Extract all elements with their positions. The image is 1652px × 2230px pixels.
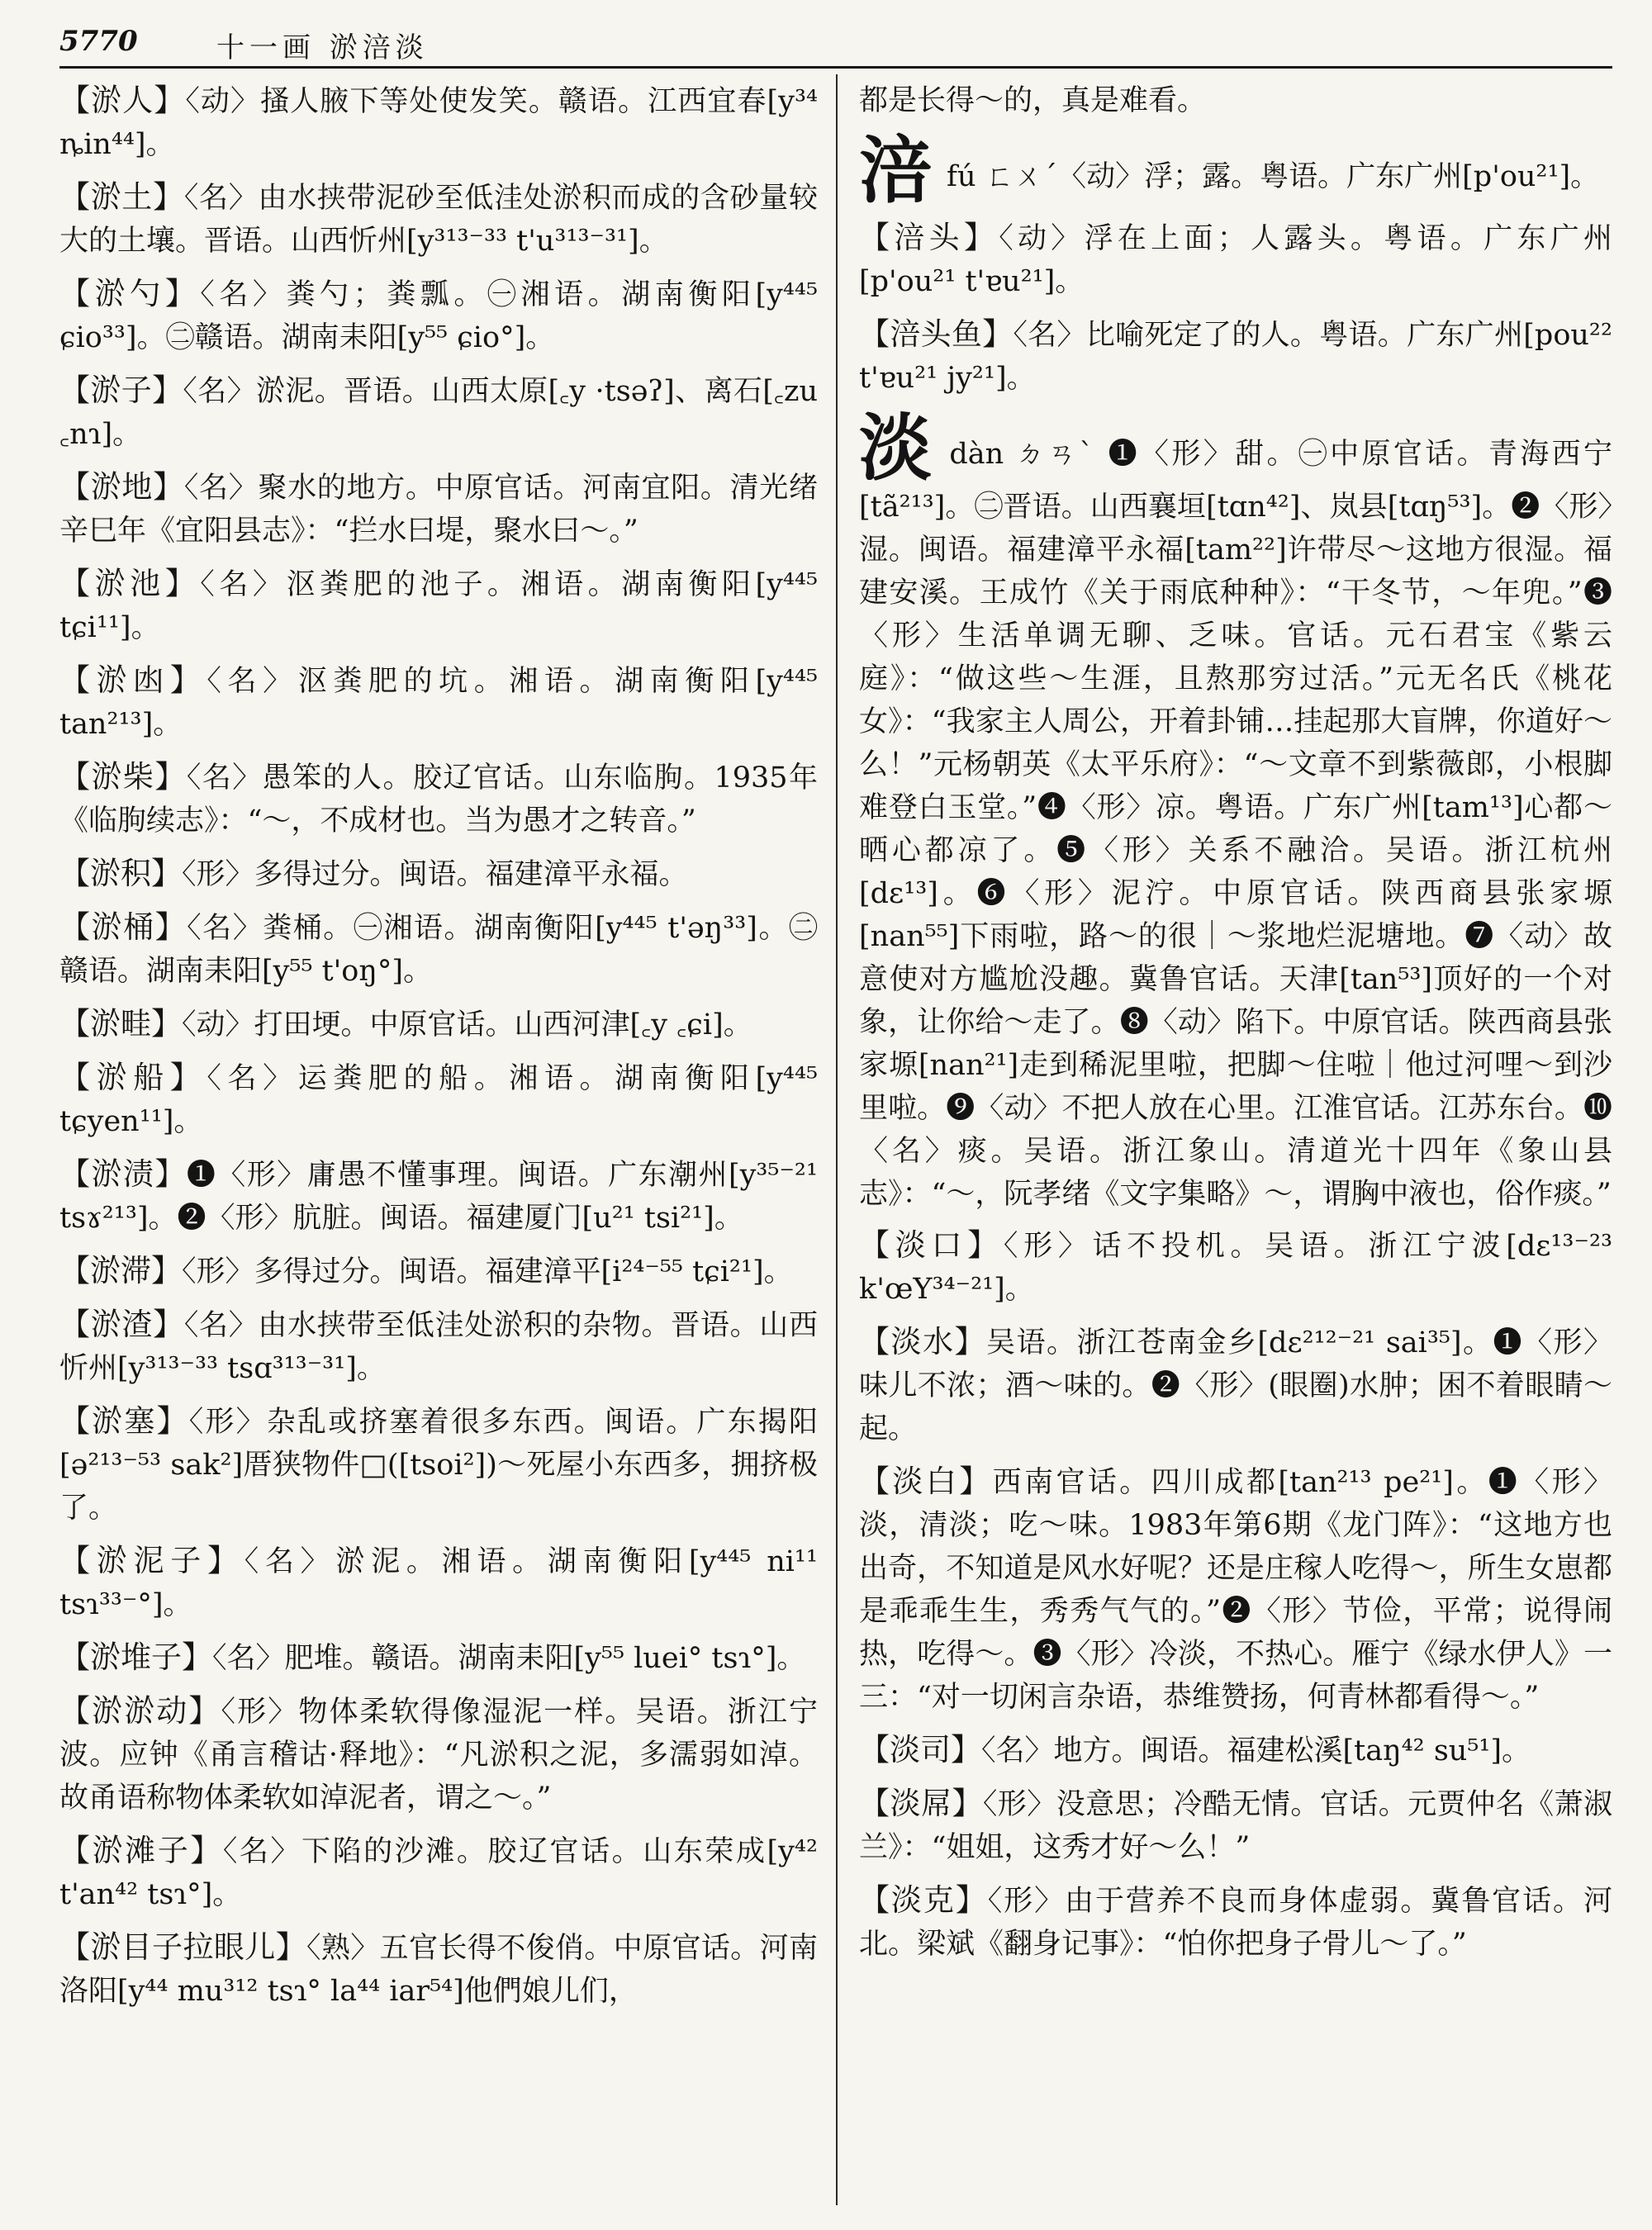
dictionary-entry (859, 1224, 1612, 1311)
dictionary-entry (59, 1829, 818, 1916)
dictionary-entry (59, 906, 818, 993)
dictionary-entry (59, 1400, 818, 1530)
entry-headword: 【涪头】 (859, 220, 999, 255)
entry-definition: 〈形〉多得过分。闽语。福建漳平[i²⁴⁻⁵⁵ tɕi²¹]。 (182, 1255, 793, 1288)
dictionary-entry (59, 1003, 818, 1046)
dictionary-entry (59, 562, 818, 649)
entry-definition: 〈名〉由水挟带至低洼处淤积的杂物。晋语。山西忻州[y³¹³⁻³³ tsɑ³¹³⁻³¹]。 (59, 1309, 818, 1385)
entry-definition: 〈形〉物体柔软得像湿泥一样。吴语。浙江宁波。应钟《甬言稽诂·释地》：“凡淤积之泥，多濡弱如淖。故甬语称物体柔软如淖泥者，谓之～。” (59, 1696, 818, 1815)
dictionary-entry (859, 1729, 1612, 1772)
dictionary-entry (859, 1782, 1612, 1869)
entry-continuation: 都是长得～的，真是难看。 (859, 84, 1207, 117)
entry-headword: 【淤勺】 (59, 276, 201, 311)
entry-definition: 〈名〉运粪肥的船。湘语。湖南衡阳[y⁴⁴⁵ tɕyen¹¹]。 (59, 1062, 818, 1138)
entry-definition: 〈名〉沤粪肥的池子。湘语。湖南衡阳[y⁴⁴⁵ tɕi¹¹]。 (59, 568, 818, 644)
dictionary-entry (859, 1879, 1612, 1966)
entry-headword: 【淤滞】 (59, 1253, 182, 1288)
left-column (59, 79, 818, 2210)
entry-definition: 〈名〉淤泥。晋语。山西太原[꜀y ·tsəʔ]、离石[꜀zu ꜀nɿ]。 (59, 375, 818, 451)
dictionary-entry (59, 1303, 818, 1390)
entry-definition: 〈名〉由水挟带泥砂至低洼处淤积而成的含砂量较大的土壤。晋语。山西忻州[y³¹³⁻³³ t'u³¹³⁻³¹]。 (59, 182, 818, 258)
page-number: 5770 (59, 25, 138, 58)
entry-headword: 【淤塞】 (59, 1403, 189, 1439)
entry-headword: 【淤目子拉眼儿】 (59, 1929, 307, 1965)
entry-definition: 〈形〉多得过分。闽语。福建漳平永福。 (182, 858, 688, 891)
entry-definition: 吴语。浙江苍南金乡[dɛ²¹²⁻²¹ sai³⁵]。❶〈形〉味儿不浓；酒～味的。❷〈形〉(眼圈)水肿；困不着眼睛～起。 (859, 1326, 1612, 1445)
dictionary-entry (59, 659, 818, 746)
entry-definition: 〈形〉由于营养不良而身体虚弱。冀鲁官话。河北。梁斌《翻身记事》：“怕你把身子骨儿～了。” (859, 1885, 1612, 1961)
dictionary-entry (59, 1636, 818, 1680)
entry-headword: 【淤积】 (59, 856, 182, 891)
dictionary-entry (59, 273, 818, 359)
dictionary-entry (59, 1250, 818, 1293)
entry-headword: 【淤淤动】 (59, 1693, 221, 1729)
entry-headword: 【淡司】 (859, 1732, 981, 1767)
running-title: 十一画 淤涪淡 (216, 31, 429, 64)
entry-definition: 〈名〉聚水的地方。中原官话。河南宜阳。清光绪辛巳年《宜阳县志》：“拦水曰堤，聚水曰～。” (59, 472, 818, 548)
entry-definition: 〈名〉粪桶。㊀湘语。湖南衡阳[y⁴⁴⁵ t'əŋ³³]。㊁赣语。湖南耒阳[y⁵⁵ t'oŋ°]。 (59, 912, 818, 988)
entry-definition: 〈动〉打田埂。中原官话。山西河津[꜀y ꜀ɕi]。 (182, 1008, 752, 1041)
entry-definition: 〈名〉肥堆。赣语。湖南耒阳[y⁵⁵ luei° tsɿ°]。 (212, 1642, 806, 1675)
dictionary-entry (59, 176, 818, 263)
dictionary-entry (59, 1056, 818, 1143)
entry-definition: 西南官话。四川成都[tan²¹³ pe²¹]。❶〈形〉淡，清淡；吃～味。1983年第6期《龙门阵》：“这地方也出奇，不知道是风水好呢？还是庄稼人吃得～，所生女崽都是乖乖生生，秀秀气气的。”❷〈形〉节俭，平常；说得闹热，吃得～。❸〈形〉冷淡，不热心。雁宁《绿水伊人》一三：“对一切闲言杂语，恭维赞扬，何青林都看得～。” (859, 1466, 1612, 1714)
dictionary-entry (59, 1153, 818, 1240)
entry-headword: 【淤滩子】 (59, 1833, 223, 1868)
dictionary-entry (59, 369, 818, 456)
dictionary-entry (59, 756, 818, 842)
entry-definition: 〈熟〉五官长得不俊俏。中原官话。河南洛阳[y⁴⁴ mu³¹² tsɿ° la⁴⁴ iar⁵⁴]他們娘儿们， (59, 1932, 818, 2008)
entry-definition: 〈名〉淤泥。湘语。湖南衡阳[y⁴⁴⁵ ni¹¹ tsɿ³³⁻°]。 (59, 1545, 818, 1621)
entry-headword: 【淤渍】 (59, 1156, 187, 1192)
headword-character: 淡 (859, 405, 935, 491)
character-entry-dan (859, 405, 1612, 1216)
entry-headword: 【淤堆子】 (59, 1639, 212, 1675)
entry-headword: 【淤池】 (59, 566, 201, 601)
dictionary-entry (59, 1690, 818, 1820)
dictionary-entry (859, 313, 1612, 400)
entry-headword: 【淡屌】 (859, 1786, 983, 1821)
entry-definition: 〈名〉粪勺；粪瓢。㊀湘语。湖南衡阳[y⁴⁴⁵ ɕio³³]。㊁赣语。湖南耒阳[y⁵⁵ ɕio°]。 (59, 278, 818, 354)
dictionary-entry (859, 1321, 1612, 1450)
dictionary-entry (59, 852, 818, 896)
entry-headword: 【淤渣】 (59, 1307, 184, 1342)
entry-headword: 【淡白】 (859, 1464, 993, 1499)
headword-character: 涪 (859, 127, 933, 213)
entry-headword: 【淤畦】 (59, 1006, 182, 1041)
entry-definition: 〈名〉地方。闽语。福建松溪[taŋ⁴² su⁵¹]。 (981, 1734, 1531, 1767)
entry-definition: 〈名〉下陷的沙滩。胶辽官话。山东荣成[y⁴² t'an⁴² tsɿ°]。 (59, 1835, 818, 1911)
entry-definition: 〈名〉沤粪肥的坑。湘语。湖南衡阳[y⁴⁴⁵ tan²¹³]。 (59, 665, 818, 741)
dictionary-entry (59, 1926, 818, 2013)
entry-headword: 【淤人】 (59, 83, 186, 118)
right-column (859, 79, 1612, 2210)
header-rule (59, 66, 1612, 69)
dictionary-entry (59, 1540, 818, 1626)
entry-headword: 【淡口】 (859, 1227, 1004, 1263)
entry-headword: 【淤凼】 (59, 662, 207, 698)
character-definition: dàn ㄉㄢˋ ❶〈形〉甜。㊀中原官话。青海西宁[tã²¹³]。㊁晋语。山西襄垣[tɑn⁴²]、岚县[tɑŋ⁵³]。❷〈形〉湿。闽语。福建漳平永福[tam²²]许带尽～这地方很湿。福建安溪。王成竹《关于雨底种种》：“干冬节，～年兜。”❸〈形〉生活单调无聊、乏味。官话。元石君宝《紫云庭》：“做这些～生涯，且熬那穷过活。”元无名氏《桃花女》：“我家主人周公，开着卦铺…挂起那大盲牌，你道好～么！”元杨朝英《太平乐府》：“～文章不到紫薇郎，小根脚难登白玉堂。”❹〈形〉凉。粤语。广东广州[tam¹³]心都～晒心都凉了。❺〈形〉关系不融洽。吴语。浙江杭州[dɛ¹³]。❻〈形〉泥泞。中原官话。陕西商县张家塬[nan⁵⁵]下雨啦，路～的很｜～浆地烂泥塘地。❼〈动〉故意使对方尴尬没趣。冀鲁官话。天津[tan⁵³]顶好的一个对象，让你给～走了。❽〈动〉陷下。中原官话。陕西商县张家塬[nan²¹]走到稀泥里啦，把脚～住啦｜他过河哩～到沙里啦。❾〈动〉不把人放在心里。江淮官话。江苏东台。❿〈名〉痰。吴语。浙江象山。清道光十四年《象山县志》：“～，阮孝绪《文字集略》～，谓胸中液也，俗作痰。” (859, 438, 1612, 1211)
dictionary-entry (859, 1460, 1612, 1719)
page-header (59, 25, 1612, 68)
entry-headword: 【淡水】 (859, 1324, 986, 1359)
dictionary-entry (59, 466, 818, 553)
entry-definition: 〈名〉比喻死定了的人。粤语。广东广州[pou²² t'ɐu²¹ jy²¹]。 (859, 319, 1612, 395)
entry-definition: ❶〈形〉庸愚不懂事理。闽语。广东潮州[y³⁵⁻²¹ tsɤ²¹³]。❷〈形〉肮脏。闽语。福建厦门[u²¹ tsi²¹]。 (59, 1159, 818, 1235)
entry-headword: 【淤柴】 (59, 759, 187, 795)
entry-headword: 【淤子】 (59, 372, 183, 408)
entry-headword: 【涪头鱼】 (859, 316, 1014, 352)
entry-definition: 〈形〉没意思；冷酷无情。官话。元贾仲名《萧淑兰》：“姐姐，这秀才好～么！” (859, 1788, 1612, 1864)
entry-headword: 【淤船】 (59, 1060, 207, 1095)
entry-definition: 〈动〉搔人腋下等处使发笑。赣语。江西宜春[y³⁴ ȵin⁴⁴]。 (59, 85, 818, 161)
entry-headword: 【淤土】 (59, 179, 184, 215)
entry-definition: 〈动〉浮在上面；人露头。粤语。广东广州[p'ou²¹ t'ɐu²¹]。 (859, 222, 1612, 298)
entry-headword: 【淤泥子】 (59, 1543, 244, 1578)
dictionary-entry (859, 216, 1612, 303)
entry-definition: 〈形〉杂乱或挤塞着很多东西。闽语。广东揭阳[ə²¹³⁻⁵³ sak²]厝狭物件□([tsoi²])～死屋小东西多，拥挤极了。 (59, 1406, 818, 1525)
entry-headword: 【淤桶】 (59, 909, 188, 945)
entry-definition: 〈名〉愚笨的人。胶辽官话。山东临朐。1935年《临朐续志》：“～，不成材也。当为愚才之转音。” (59, 762, 818, 837)
entry-headword: 【淡克】 (859, 1882, 988, 1918)
character-entry-fu (859, 127, 1612, 213)
character-definition: fú ㄈㄨˊ〈动〉浮；露。粤语。广东广州[p'ou²¹]。 (947, 160, 1600, 193)
column-divider (836, 74, 838, 2205)
entry-headword: 【淤地】 (59, 469, 184, 505)
dictionary-entry (59, 79, 818, 166)
entry-definition: 〈形〉话不投机。吴语。浙江宁波[dɛ¹³⁻²³ k'œY³⁴⁻²¹]。 (859, 1230, 1612, 1306)
